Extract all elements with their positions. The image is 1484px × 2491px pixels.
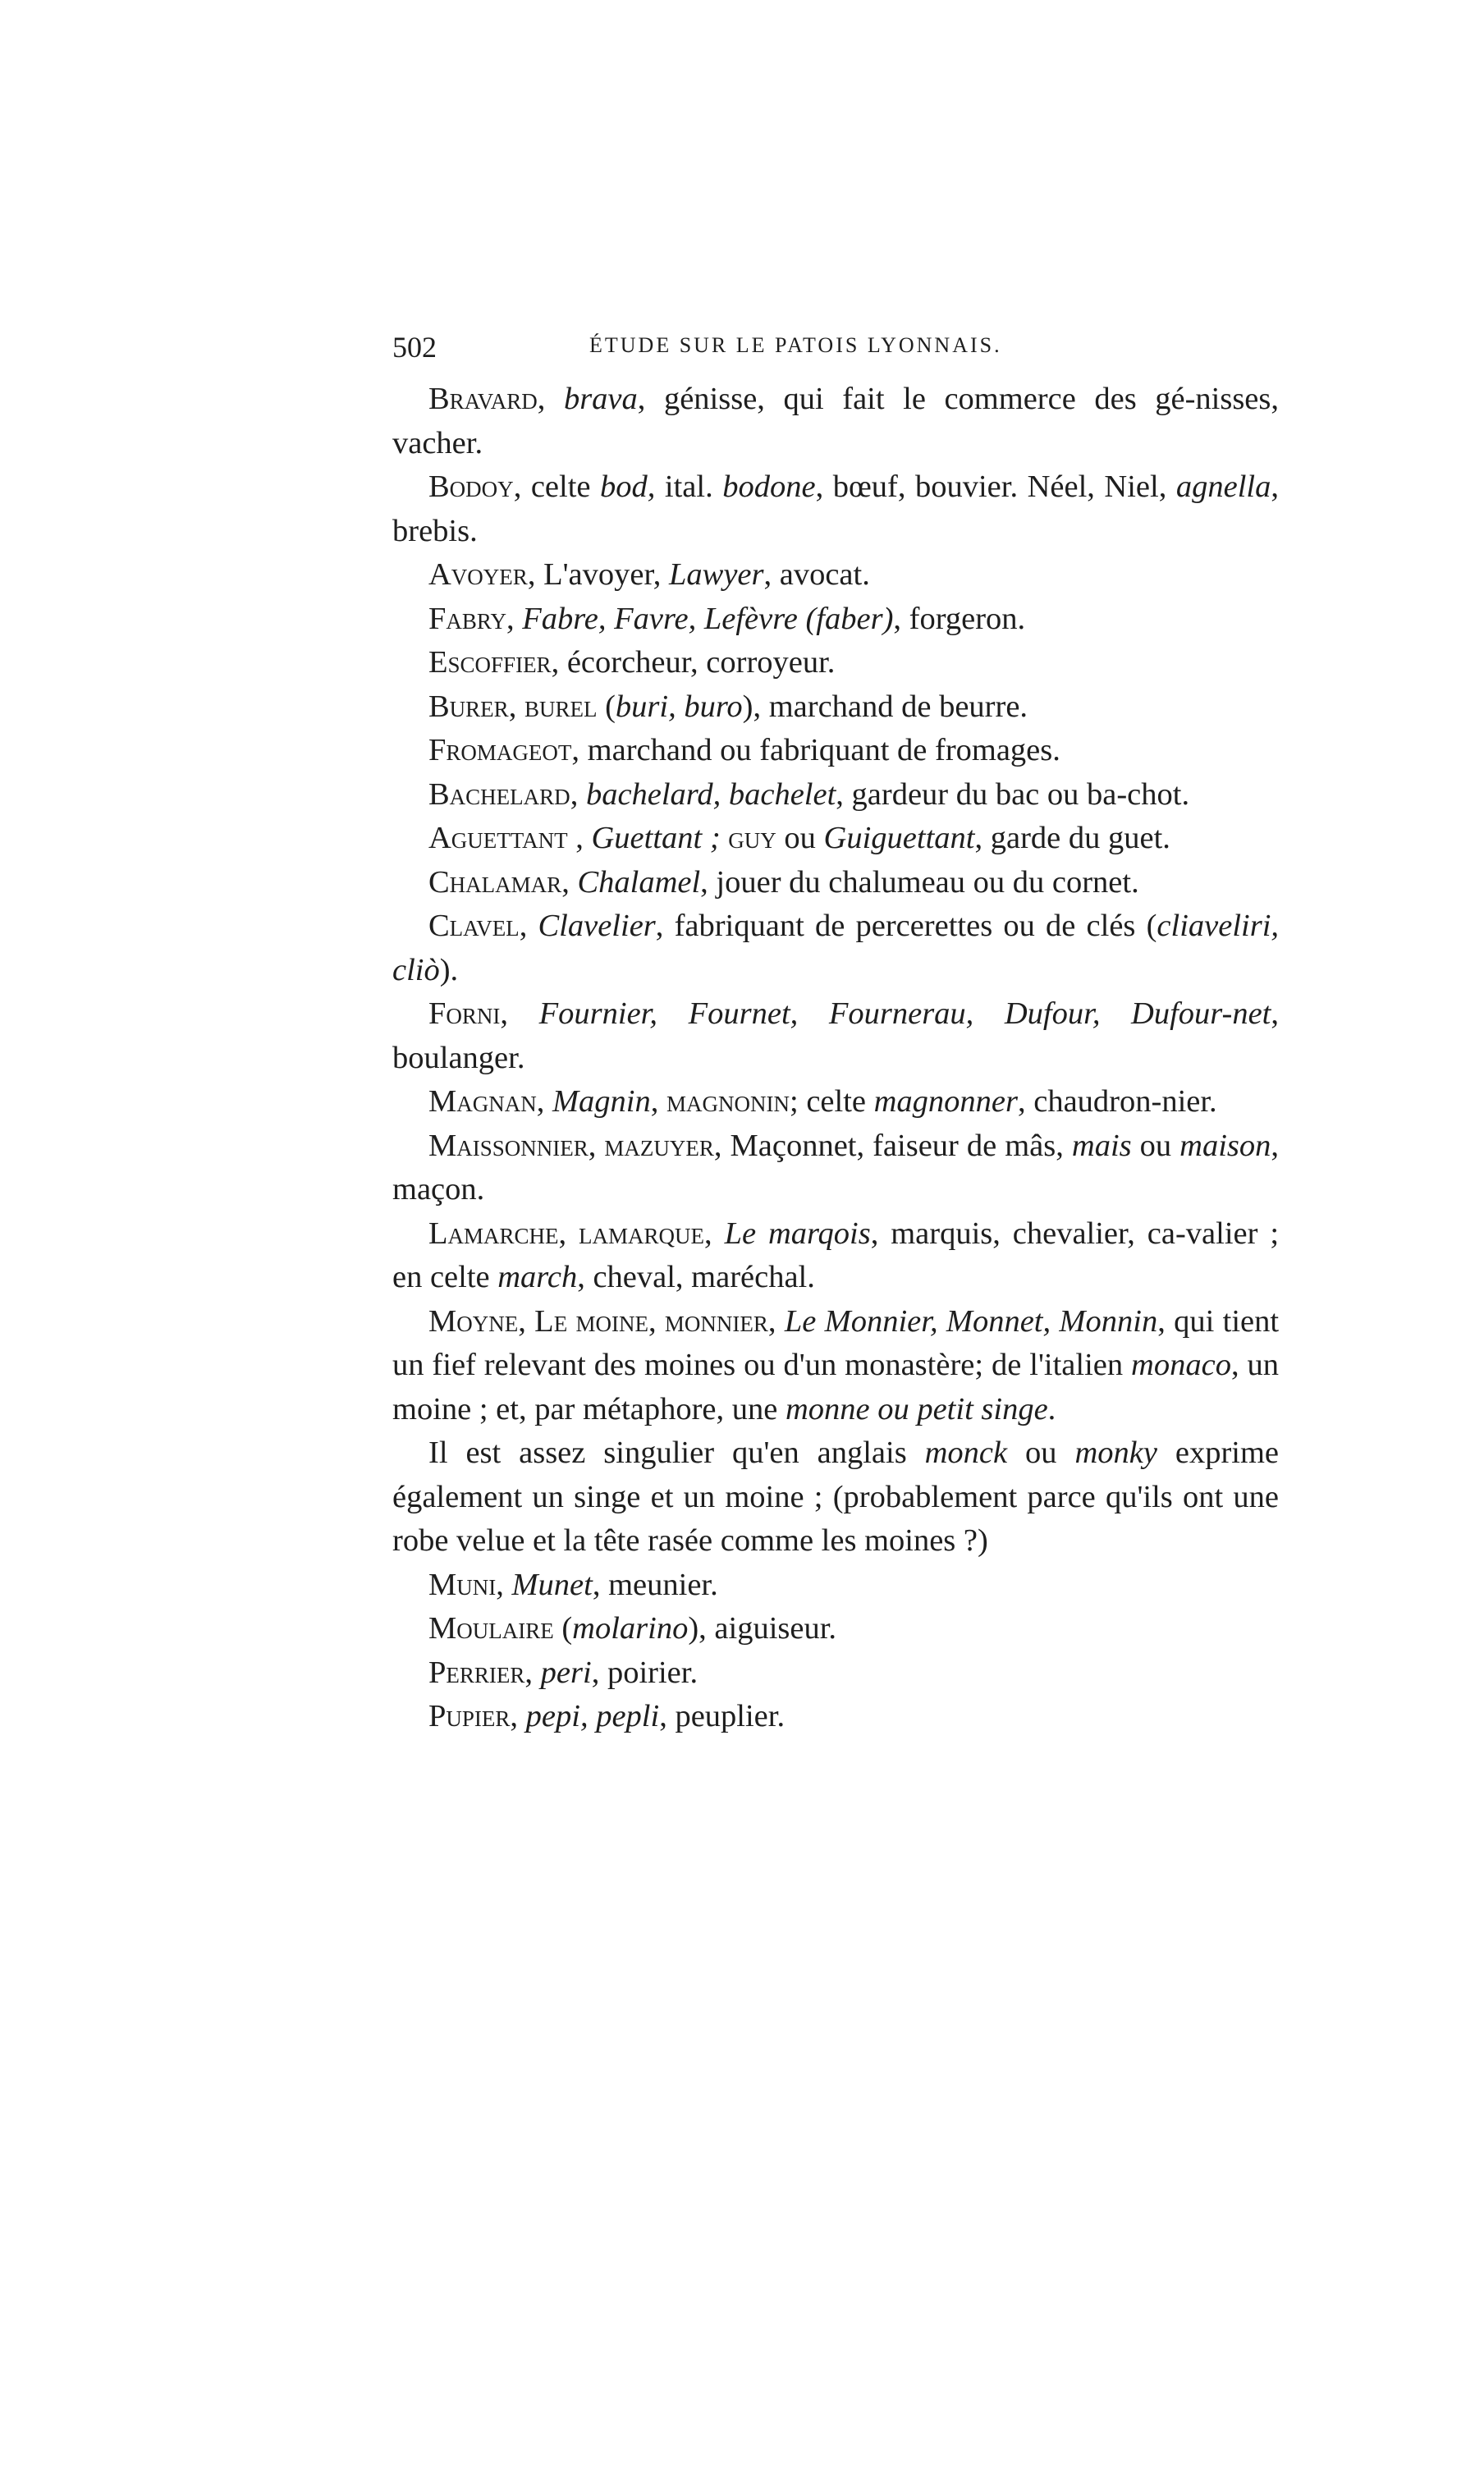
entry-text: , qui tient un fief relevant des moines ou d'un monastère; de l'italien: [392, 1303, 1280, 1382]
entry-italic: Chalamel: [577, 864, 701, 900]
entry-text: , meunier.: [592, 1567, 718, 1602]
entry-bravard: [392, 378, 1279, 465]
entry-smallcaps: lamarque: [579, 1216, 705, 1251]
entry-italic: monne ou petit singe: [785, 1391, 1048, 1426]
entry-name: Lamarche: [428, 1216, 559, 1251]
entry-chalamar: [392, 861, 1279, 905]
entry-smallcaps: magnonin: [666, 1084, 790, 1119]
entry-name: Maissonnier: [428, 1128, 589, 1163]
entry-name: Fromageot: [428, 733, 572, 767]
entry-text: ou: [776, 821, 824, 855]
entry-text: , fabriquant de percerettes ou de clés (: [655, 909, 1157, 943]
entry-text: ,: [518, 1303, 535, 1339]
entry-italic: bachelard, bachelet: [585, 776, 836, 812]
entry-maissonnier: [392, 1124, 1279, 1212]
entry-smallcaps: burel: [524, 689, 598, 724]
entry-text: , celte: [513, 469, 601, 504]
entry-moyne: [392, 1300, 1279, 1432]
entry-text: ,: [704, 1216, 725, 1251]
entry-burer: [392, 685, 1279, 730]
entry-text: ,: [508, 689, 524, 724]
entry-text: ,: [496, 1567, 512, 1602]
entry-name: Burer: [428, 689, 509, 724]
entry-italic: mais: [1071, 1128, 1132, 1163]
entry-italic: bodone: [722, 469, 816, 504]
entry-smallcaps: monnier: [664, 1303, 768, 1339]
entry-text: , boulanger.: [392, 996, 1280, 1075]
paragraph-text: Il est assez singulier qu'en anglais: [428, 1436, 925, 1470]
entry-text: , jouer du chalumeau ou du cornet.: [700, 864, 1139, 900]
entry-name: Aguettant: [428, 821, 568, 855]
entry-italic: bod,: [600, 469, 656, 504]
entry-text: ,: [558, 1216, 579, 1251]
entry-text: ,: [519, 909, 538, 943]
entry-text: , chaudron-nier.: [1018, 1084, 1217, 1119]
entry-italic: Le marqois: [724, 1216, 871, 1251]
entry-text: , bœuf, bouvier. Néel, Niel,: [815, 469, 1176, 504]
entry-text: , maçon.: [392, 1128, 1280, 1207]
entry-text: (: [597, 689, 616, 724]
entry-text: ou: [1131, 1128, 1180, 1163]
entry-text: , forgeron.: [893, 601, 1026, 636]
entry-name: Muni: [428, 1567, 497, 1602]
entry-italic: monky: [1074, 1436, 1157, 1470]
page-header: [392, 330, 1279, 371]
entry-name: Perrier: [428, 1655, 525, 1690]
body-text: [392, 378, 1279, 1739]
entry-smallcaps: guy: [728, 821, 776, 855]
entry-lamarche: [392, 1212, 1279, 1300]
entry-italic: Clavelier: [538, 909, 656, 943]
entry-smallcaps: mazuyer: [604, 1128, 714, 1163]
entry-smallcaps: Le moine: [534, 1303, 648, 1339]
page-number: 502: [392, 331, 437, 364]
entry-italic: pepi, pepli: [525, 1699, 660, 1733]
entry-italic: Guettant ;: [591, 821, 721, 855]
entry-clavel: [392, 904, 1279, 992]
entry-name: Pupier: [428, 1699, 511, 1733]
entry-italic: march: [497, 1260, 578, 1294]
entry-text: ,: [767, 1303, 785, 1339]
entry-italic: peri: [540, 1655, 592, 1690]
entry-magnan: [392, 1080, 1279, 1124]
entry-text: , génisse, qui fait le commerce des gé-nisses, vacher.: [392, 382, 1280, 460]
entry-text: ,: [500, 996, 539, 1031]
entry-text: , poirier.: [591, 1655, 698, 1690]
entry-text: , cheval, maréchal.: [577, 1260, 815, 1294]
entry-text: , brebis.: [392, 469, 1279, 548]
paragraph-text: exprime également un singe et un moine ; (probablement parce qu'ils ont une robe velue et la tête rasée comme les moines ?): [392, 1436, 1280, 1558]
entry-pupier: [392, 1695, 1279, 1739]
entry-italic: Fournier, Fournet, Fournerau, Dufour, Dufour-net: [538, 996, 1271, 1031]
entry-italic: Magnin: [552, 1084, 651, 1119]
entry-text: , garde du guet.: [974, 821, 1170, 855]
entry-italic: brava: [563, 382, 638, 416]
entry-bachelard: [392, 773, 1279, 817]
entry-name: Bachelard: [428, 776, 570, 812]
entry-text: , un moine ; et, par métaphore, une: [392, 1348, 1280, 1426]
entry-text: , marchand ou fabriquant de fromages.: [571, 733, 1060, 767]
entry-italic: Guiguettant: [823, 821, 975, 855]
entry-text: ,: [537, 382, 564, 416]
entry-perrier: [392, 1651, 1279, 1696]
entry-text: ).: [439, 952, 459, 987]
entry-text: , gardeur du bac ou ba-chot.: [836, 776, 1190, 812]
entry-text: , marquis, chevalier, ca-valier ; en celte: [392, 1216, 1280, 1294]
entry-fabry: [392, 598, 1279, 642]
entry-text: ), marchand de beurre.: [742, 689, 1028, 724]
entry-text: ,: [588, 1128, 605, 1163]
entry-italic: maison: [1179, 1128, 1271, 1163]
entry-name: Clavel: [428, 909, 520, 943]
entry-italic: Munet: [511, 1567, 593, 1602]
entry-italic: buri, buro: [615, 689, 743, 724]
entry-italic: magnonner: [873, 1084, 1018, 1119]
entry-text: ital.: [655, 469, 723, 504]
entry-name: Bravard: [428, 382, 538, 416]
entry-text: ; celte: [790, 1084, 874, 1119]
entry-italic: molarino: [572, 1611, 689, 1646]
entry-moulaire: [392, 1607, 1279, 1651]
entry-text: ,: [650, 1084, 667, 1119]
entry-text: , écorcheur, corroyeur.: [551, 645, 836, 680]
entry-text: ), aiguiseur.: [688, 1611, 837, 1646]
entry-name: Moulaire: [428, 1611, 554, 1646]
entry-italic: agnella: [1175, 469, 1271, 504]
entry-name: Moyne: [428, 1303, 519, 1339]
entry-text: [721, 821, 729, 855]
entry-text: ,: [524, 1655, 541, 1690]
entry-muni: [392, 1564, 1279, 1608]
entry-italic: Le Monnier, Monnet, Monnin: [784, 1303, 1158, 1339]
entry-fromageot: [392, 729, 1279, 773]
entry-text: ,: [561, 864, 578, 900]
entry-italic: monaco: [1131, 1348, 1231, 1382]
entry-italic: Lawyer: [668, 557, 764, 592]
entry-avoyer: [392, 553, 1279, 598]
entry-forni: [392, 992, 1279, 1080]
entry-text: , avocat.: [763, 557, 870, 592]
paragraph-singe: [392, 1431, 1279, 1564]
entry-text: ,: [536, 1084, 552, 1119]
entry-text: ,: [570, 776, 586, 812]
entry-text: ,: [506, 601, 523, 636]
running-head: ÉTUDE SUR LE PATOIS LYONNAIS.: [589, 333, 1002, 357]
entry-italic: cliaveliri, cliò: [392, 909, 1280, 987]
entry-italic: Fabre, Favre, Lefèvre (faber): [522, 601, 894, 636]
entry-name: Chalamar: [428, 864, 562, 900]
entry-name: Fabry: [428, 601, 506, 636]
entry-text: ,: [510, 1699, 526, 1733]
entry-text: , Maçonnet, faiseur de mâs,: [713, 1128, 1072, 1163]
entry-text: ,: [648, 1303, 665, 1339]
paragraph-text: ou: [1007, 1436, 1075, 1470]
entry-name: Magnan: [428, 1084, 537, 1119]
entry-text: .: [1047, 1391, 1056, 1426]
entry-italic: monck: [924, 1436, 1008, 1470]
entry-aguettant: [392, 817, 1279, 861]
entry-bodoy: [392, 465, 1279, 553]
entry-name: Bodoy: [428, 469, 514, 504]
entry-text: (: [553, 1611, 573, 1646]
entry-text: , peuplier.: [659, 1699, 786, 1733]
entry-name: Escoffier: [428, 645, 552, 680]
entry-escoffier: [392, 641, 1279, 685]
entry-text: ,: [567, 821, 592, 855]
entry-text: , L'avoyer,: [527, 557, 669, 592]
entry-name: Avoyer: [428, 557, 528, 592]
entry-name: Forni: [428, 996, 501, 1031]
